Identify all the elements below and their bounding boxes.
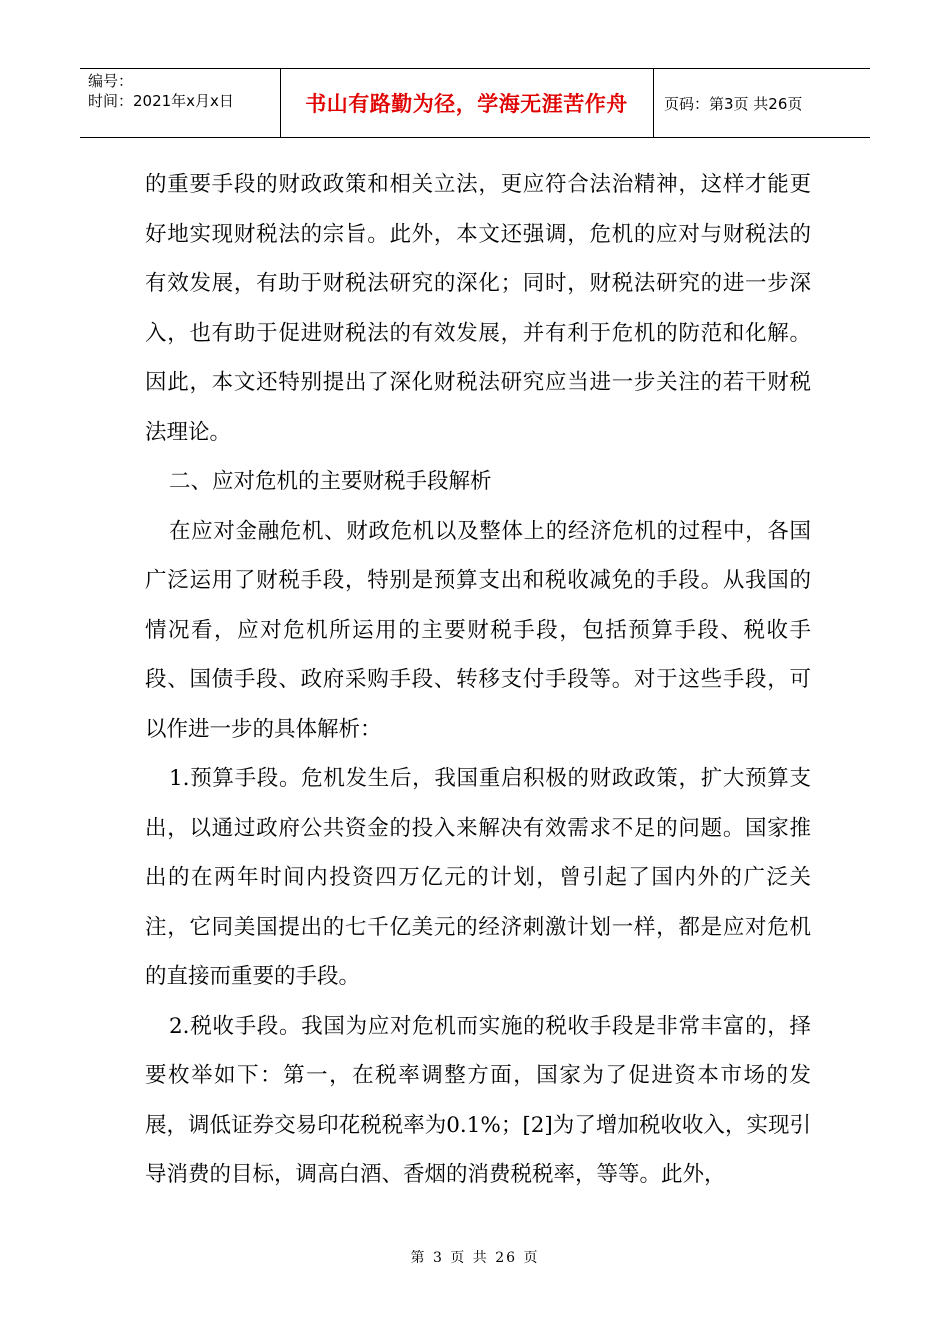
page-footer: 第 3 页 共 26 页 [410, 1250, 540, 1266]
document-number-label: 编号： [88, 72, 134, 90]
body-paragraph: 的重要手段的财政政策和相关立法，更应符合法治精神，这样才能更好地实现财税法的宗旨。此外，本文还强调，危机的应对与财税法的有效发展，有助于财税法研究的深化；同时，财税法研究的进一步深入，也有助于促进财税法的有效发展，并有利于危机的防范和化解。因此，本文还特别提出了深化财税法研究应当进一步关注的若干财税法理论。 [145, 172, 811, 445]
body-paragraph: 在应对金融危机、财政危机以及整体上的经济危机的过程中，各国广泛运用了财税手段，特别是预算支出和税收减免的手段。从我国的情况看，应对危机所运用的主要财税手段，包括预算手段、税收手段、国债手段、政府采购手段、转移支付手段等。对于这些手段，可以作进一步的具体解析： [145, 518, 811, 742]
body-paragraph: 1.预算手段。危机发生后，我国重启积极的财政政策，扩大预算支出，以通过政府公共资金的投入来解决有效需求不足的问题。国家推出的在两年时间内投资四万亿元的计划，曾引起了国内外的广泛关注，它同美国提出的七千亿美元的经济刺激计划一样，都是应对危机的直接而重要的手段。 [145, 766, 811, 989]
body-paragraph: 2.税收手段。我国为应对危机而实施的税收手段是非常丰富的，择要枚举如下：第一，在税率调整方面，国家为了促进资本市场的发展，调低证券交易印花税税率为0.1%；[2]为了增加税收收入，实现引导消费的目标，调高白酒、香烟的消费税税率，等等。此外， [145, 1013, 811, 1187]
page-header [80, 68, 870, 138]
header-page-info: 页码：第3页 共26页 [664, 94, 803, 113]
document-date: 时间：2021年x月x日 [88, 92, 234, 110]
section-heading: 二、应对危机的主要财税手段解析 [169, 469, 492, 494]
header-meta [88, 71, 234, 111]
header-divider [653, 69, 654, 137]
document-body [145, 160, 811, 1200]
header-motto: 书山有路勤为径，学海无涯苦作舟 [305, 92, 628, 116]
